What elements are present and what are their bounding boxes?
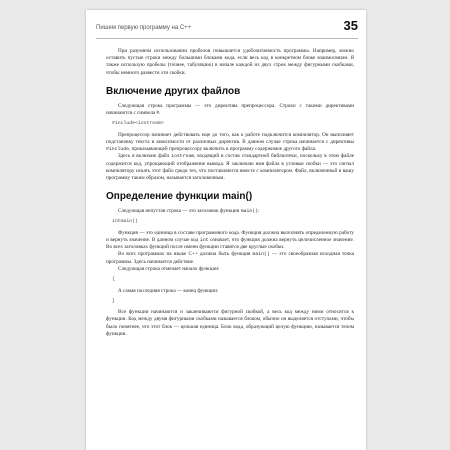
- page-content: [106, 48, 354, 338]
- paragraph: [106, 153, 354, 182]
- paragraph: [106, 251, 354, 265]
- inline-code: main(): [240, 209, 259, 215]
- paragraph: [106, 208, 354, 215]
- running-header: [96, 18, 358, 39]
- intro-paragraph: При разумном использовании пробелов повышается удобочитаемость программы. Например, можно оставить пустые строки между большими блоками кода, если весь код в конкретном блоке взаимосвязан. Я также использую пробелы (точнее, табуляцию) в начале каждой из двух строк между фигурными скобками, чтобы немного развести эти скобки.: [106, 48, 354, 76]
- text-run: означает, что функция должна вернуть целочисленное значение. Во всех заголовках функций после имени функции ставятся две круглые скобки.: [106, 237, 354, 251]
- text-run: Следующая непустая строка — это заголовок функции: [118, 208, 241, 215]
- code-line: #include<iostream>: [112, 121, 164, 127]
- paragraph: Следующая строка отмечает начало функции:: [118, 265, 220, 272]
- page-number: 35: [343, 18, 358, 33]
- code-line: {: [112, 277, 115, 283]
- inline-code: main(): [252, 252, 270, 258]
- text-run: Препроцессор начинает действовать еще до того, как к работе подключится компилятор. Он выполняет подстановку текста в зависимости от различных директив. В данном случае строка начинается с директивы: [106, 131, 354, 145]
- text-run: Функция — это единица в составе программного кода. Функция должна выполнять определенную работу и вернуть значение. В данном случае код: [106, 229, 354, 244]
- text-run: , приказывающей препроцессору включить в программу содержимое другого файла.: [129, 146, 317, 153]
- inline-code: iostream: [171, 154, 195, 160]
- code-line: intmain(): [112, 219, 138, 225]
- paragraph: [106, 230, 354, 252]
- paragraph: А самая последняя строка — конец функции:: [118, 287, 219, 294]
- section-heading-include: Включение других файлов: [106, 85, 241, 97]
- book-page: [86, 10, 366, 450]
- text-run: Здесь я включаю файл: [118, 153, 172, 160]
- text-run: :: [258, 208, 260, 215]
- running-title: Пишем первую программу на C++: [96, 25, 192, 31]
- paragraph: Все функции начинаются и заканчиваются фигурной скобкой, а весь код между ними относится к функции. Код между двумя фигурными скобками называется блоком, обычно он выделяется отступами, чтобы было понятнее, что этот блок — цельная единица. Блок кода, образующий целую функцию, называется телом функции.: [106, 309, 354, 337]
- inline-code: int: [199, 238, 209, 244]
- text-run: — это своеобразная исходная точка программы. Здесь начинается действие.: [106, 251, 354, 265]
- paragraph: Следующая строка программы — это директива препроцессора. Строки с такими директивами начинаются с символа #.: [106, 102, 354, 117]
- paragraph: [106, 132, 354, 154]
- inline-code: #include: [106, 147, 130, 153]
- text-run: , входящий в состав стандартной библиотеки, поскольку в этом файле содержится код, упрощающий отображение вывода. Я заключаю имя файла в угловые скобки — это сигнал компилятору искать этот файл среди тех, что поставляются вместе с компилятором. Файл, включенный в вашу программу таким образом, называется заголовочным.: [106, 153, 354, 181]
- text-run: Во всех программах на языке C++ должна быть функция: [118, 251, 253, 258]
- code-line: }: [112, 298, 115, 304]
- section-heading-main: Определение функции main(): [106, 191, 253, 203]
